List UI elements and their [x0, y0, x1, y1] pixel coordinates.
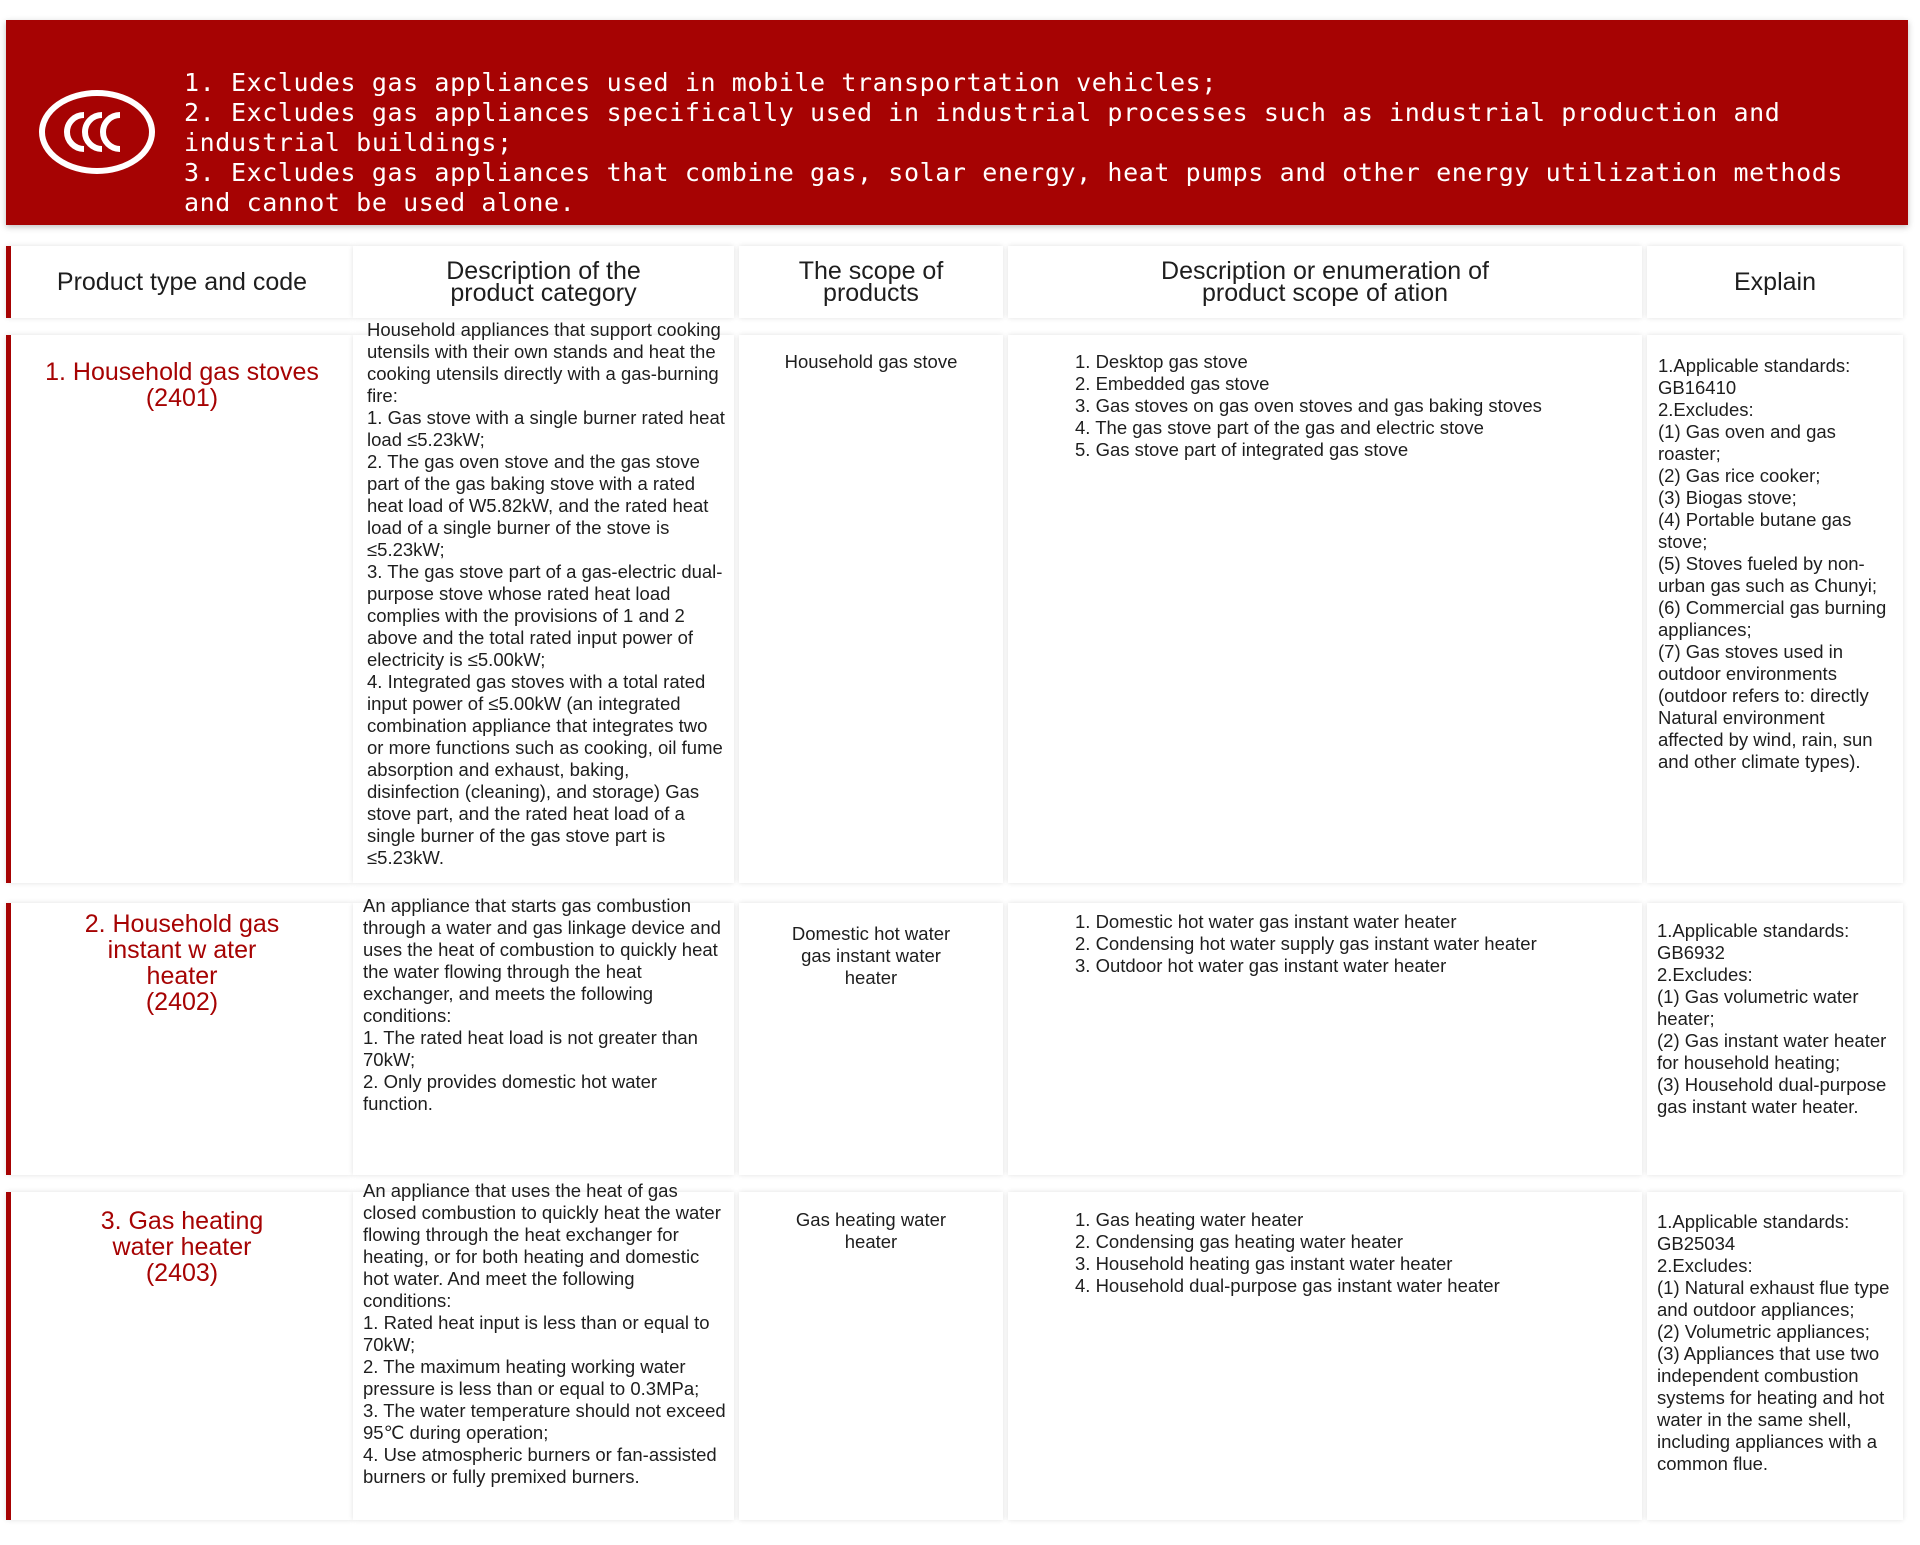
- banner-notes-list: [184, 68, 1884, 218]
- row1-description-item: 4. Integrated gas stoves with a total rated input power of ≤5.00kW (an integrated combination appliance that integrates two or more functions such as cooking, oil fume absorption and exhaust, baking, disinfection (cleaning), and storage) Gas stove part, and the rated heat load of a single burner of the gas stove part is ≤5.23kW.: [367, 671, 723, 868]
- banner-note-2: 2. Excludes gas appliances specifically used in industrial processes such as industrial production and industrial buildings;: [184, 98, 1781, 157]
- row3-explain-excludes: 2.Excludes:: [1657, 1255, 1753, 1276]
- banner-note-3: 3. Excludes gas appliances that combine gas, solar energy, heat pumps and other energy utilization methods and cannot be used alone.: [184, 158, 1844, 217]
- row1-explain: [1647, 335, 1903, 773]
- row2-description-item: 2. Only provides domestic hot water function.: [363, 1071, 658, 1114]
- row3-enumeration-list: [1008, 1192, 1642, 1297]
- row2-scope: Domestic hot water gas instant water heater: [791, 923, 951, 988]
- row1-description: [367, 319, 725, 869]
- row3-description-item: 4. Use atmospheric burners or fan-assisted burners or fully premixed burners.: [363, 1444, 717, 1487]
- list-item: 4. The gas stove part of the gas and electric stove: [1075, 417, 1484, 438]
- row2-enumeration-list: [1008, 903, 1642, 977]
- row3-description-item: 2. The maximum heating working water pressure is less than or equal to 0.3MPa;: [363, 1356, 700, 1399]
- row2-explain-item: (1) Gas volumetric water heater;: [1657, 986, 1859, 1029]
- row1-scope: Household gas stove: [784, 351, 958, 372]
- row1-description-item: 1. Gas stove with a single burner rated heat load ≤5.23kW;: [367, 407, 725, 450]
- row3-explain-item: (3) Appliances that use two independent combustion systems for heating and hot water in the same shell, including appliances with a common flue.: [1657, 1343, 1885, 1474]
- row2-type-panel: [6, 903, 353, 1175]
- row1-explain-item: (2) Gas rice cooker;: [1658, 465, 1821, 486]
- row1-type-cell: [11, 335, 353, 411]
- row3-description-intro: An appliance that uses the heat of gas closed combustion to quickly heat the water flowing through the heat exchanger for heating, or for both heating and domestic hot water. And meet the following conditions:: [363, 1180, 721, 1311]
- list-item: 4. Household dual-purpose gas instant water heater: [1075, 1275, 1500, 1296]
- row1-explain-item: (5) Stoves fueled by non-urban gas such as Chunyi;: [1658, 553, 1878, 596]
- list-item: 2. Condensing hot water supply gas instant water heater: [1075, 933, 1537, 954]
- header-explain: [1647, 246, 1903, 318]
- notes-banner: [6, 20, 1908, 225]
- row3-type-cell: [11, 1192, 353, 1286]
- row1-code: (2401): [145, 384, 219, 412]
- row2-description-panel: [353, 895, 734, 1175]
- row3-scope-panel: [739, 1192, 1003, 1520]
- row2-explain-panel: [1647, 903, 1903, 1175]
- row1-enumeration-panel: [1008, 335, 1642, 883]
- row3-explain: [1647, 1192, 1903, 1475]
- row3-code: (2403): [145, 1259, 219, 1287]
- row3-description-panel: [353, 1180, 734, 1520]
- row3-scope: Gas heating water heater: [795, 1209, 947, 1252]
- header-description: [353, 246, 734, 318]
- list-item: 3. Household heating gas instant water heater: [1075, 1253, 1453, 1274]
- row2-enumeration-panel: [1008, 903, 1642, 1175]
- banner-note-1: 1. Excludes gas appliances used in mobile transportation vehicles;: [184, 68, 1217, 97]
- row1-description-item: 2. The gas oven stove and the gas stove part of the gas baking stove with a rated heat load of W5.82kW, and the rated heat load of a single burner of the stove is ≤5.23kW;: [367, 451, 709, 560]
- row2-type-name: 2. Household gas instant w ater heater: [84, 910, 280, 990]
- row3-type-panel: [6, 1192, 353, 1520]
- row1-type-name: 1. Household gas stoves: [45, 358, 319, 386]
- row1-explain-standard: 1.Applicable standards: GB16410: [1658, 355, 1851, 398]
- row1-type-panel: [6, 335, 353, 883]
- list-item: 1. Gas heating water heater: [1075, 1209, 1304, 1230]
- row1-enumeration-list: [1008, 335, 1642, 461]
- row2-description-item: 1. The rated heat load is not greater than 70kW;: [363, 1027, 698, 1070]
- row1-explain-item: (3) Biogas stove;: [1658, 487, 1797, 508]
- row2-explain-item: (2) Gas instant water heater for household heating;: [1657, 1030, 1887, 1073]
- row2-code: (2402): [145, 988, 219, 1016]
- list-item: 1. Domestic hot water gas instant water heater: [1075, 911, 1457, 932]
- header-explain-label: Explain: [1734, 268, 1816, 296]
- row1-description-item: 3. The gas stove part of a gas-electric dual-purpose stove whose rated heat load complies with the provisions of 1 and 2 above and the total rated input power of electricity is ≤5.00kW;: [367, 561, 723, 670]
- row1-explain-item: (6) Commercial gas burning appliances;: [1658, 597, 1887, 640]
- list-item: 1. Desktop gas stove: [1075, 351, 1248, 372]
- row1-explain-item: (4) Portable butane gas stove;: [1658, 509, 1852, 552]
- row2-explain: [1647, 903, 1903, 1118]
- row2-scope-panel: [739, 903, 1003, 1175]
- row1-description-intro: Household appliances that support cooking utensils with their own stands and heat the cooking utensils directly with a gas-burning fire:: [367, 319, 721, 406]
- row3-description-item: 3. The water temperature should not exceed 95℃ during operation;: [363, 1400, 726, 1443]
- row2-description-intro: An appliance that starts gas combustion through a water and gas linkage device and uses the heat of combustion to quickly heat the water flowing through the heat exchanger, and meets the following conditions:: [363, 895, 721, 1026]
- row2-explain-excludes: 2.Excludes:: [1657, 964, 1753, 985]
- header-product-type-label: Product type and code: [56, 268, 308, 296]
- row3-explain-standard: 1.Applicable standards: GB25034: [1657, 1211, 1850, 1254]
- ccc-logo-icon: [38, 90, 156, 174]
- row1-explain-item: (7) Gas stoves used in outdoor environments (outdoor refers to: directly Natural environment affected by wind, rain, sun and other climate types).: [1658, 641, 1873, 772]
- row3-enumeration-panel: [1008, 1192, 1642, 1520]
- row2-explain-item: (3) Household dual-purpose gas instant water heater.: [1657, 1074, 1887, 1117]
- list-item: 3. Outdoor hot water gas instant water heater: [1075, 955, 1447, 976]
- list-item: 2. Embedded gas stove: [1075, 373, 1270, 394]
- row1-description-panel: [353, 319, 734, 883]
- row3-description: [363, 1180, 727, 1488]
- row2-type-cell: [11, 903, 353, 1015]
- header-description-label: Description of the product category: [446, 257, 641, 307]
- header-enumeration: [1008, 246, 1642, 318]
- row1-explain-excludes: 2.Excludes:: [1658, 399, 1754, 420]
- header-enumeration-label: Description or enumeration of product scope of ation: [1161, 257, 1489, 307]
- header-scope-label: The scope of products: [798, 257, 944, 307]
- row3-explain-item: (2) Volumetric appliances;: [1657, 1321, 1870, 1342]
- row3-explain-item: (1) Natural exhaust flue type and outdoor appliances;: [1657, 1277, 1890, 1320]
- row3-explain-panel: [1647, 1192, 1903, 1520]
- row1-scope-panel: [739, 335, 1003, 883]
- row2-explain-standard: 1.Applicable standards: GB6932: [1657, 920, 1850, 963]
- list-item: 3. Gas stoves on gas oven stoves and gas baking stoves: [1075, 395, 1542, 416]
- row2-description: [363, 895, 727, 1115]
- row3-type-name: 3. Gas heating water heater: [100, 1207, 264, 1261]
- list-item: 2. Condensing gas heating water heater: [1075, 1231, 1404, 1252]
- row1-explain-panel: [1647, 335, 1903, 883]
- list-item: 5. Gas stove part of integrated gas stove: [1075, 439, 1409, 460]
- row1-explain-item: (1) Gas oven and gas roaster;: [1658, 421, 1836, 464]
- row3-description-item: 1. Rated heat input is less than or equal to 70kW;: [363, 1312, 710, 1355]
- header-product-type: [6, 246, 353, 318]
- header-scope: [739, 246, 1003, 318]
